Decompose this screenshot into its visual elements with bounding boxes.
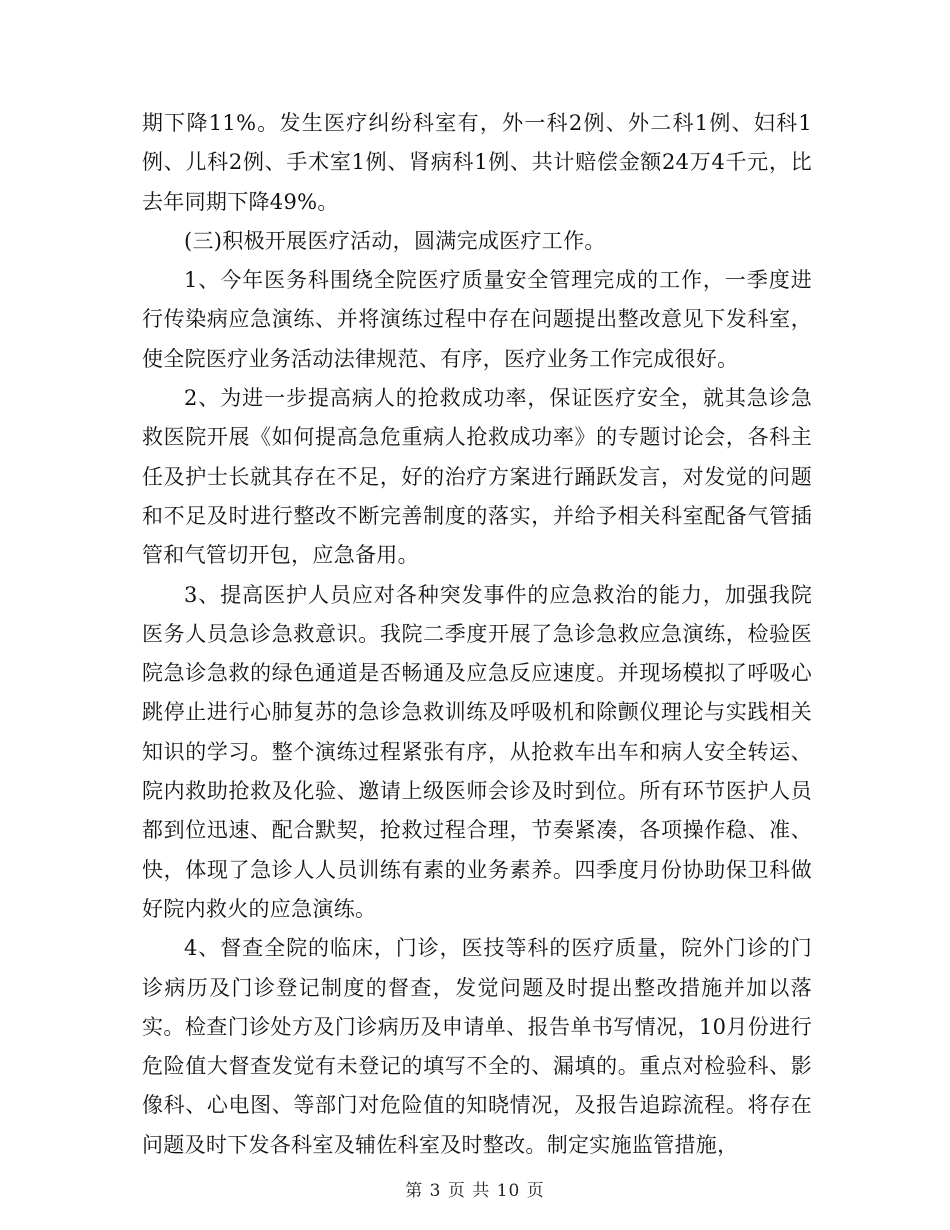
paragraph-item-4: 4、督查全院的临床，门诊，医技等科的医疗质量，院外门诊的门诊病历及门诊登记制度的督查，发觉问题及时提出整改措施并加以落实。检查门诊处方及门诊病历及申请单、报告单书写情况，10月份进行危险值大督查发觉有未登记的填写不全的、漏填的。重点对检验科、影像科、心电图、等部门对危险值的知晓情况，及报告追踪流程。将存在问题及时下发各科室及辅佐科室及时整改。制定实施监管措施， [142, 936, 812, 1157]
document-body [142, 104, 812, 1165]
paragraph-continuation: 期下降11%。发生医疗纠纷科室有，外一科2例、外二科1例、妇科1例、儿科2例、手术室1例、肾病科1例、共计赔偿金额24万4千元，比去年同期下降49%。 [142, 111, 812, 214]
section-heading: (三)积极开展医疗活动，圆满完成医疗工作。 [184, 228, 606, 253]
page-number-footer: 第 3 页 共 10 页 [405, 1181, 545, 1201]
paragraph-item-3: 3、提高医护人员应对各种突发事件的应急救治的能力，加强我院医务人员急诊急救意识。我院二季度开展了急诊急救应急演练，检验医院急诊急救的绿色通道是否畅通及应急反应速度。并现场模拟了呼吸心跳停止进行心肺复苏的急诊急救训练及呼吸机和除颤仪理论与实践相关知识的学习。整个演练过程紧张有序，从抢救车出车和病人安全转运、院内救助抢救及化验、邀请上级医师会诊及时到位。所有环节医护人员都到位迅速、配合默契，抢救过程合理，节奏紧凑，各项操作稳、准、快，体现了急诊人人员训练有素的业务素养。四季度月份协助保卫科做好院内救火的应急演练。 [142, 582, 812, 921]
paragraph-item-1: 1、今年医务科围绕全院医疗质量安全管理完成的工作，一季度进行传染病应急演练、并将演练过程中存在问题提出整改意见下发科室，使全院医疗业务活动法律规范、有序，医疗业务工作完成很好。 [142, 268, 812, 371]
paragraph-item-2: 2、为进一步提高病人的抢救成功率，保证医疗安全，就其急诊急救医院开展《如何提高急危重病人抢救成功率》的专题讨论会，各科主任及护士长就其存在不足，好的治疗方案进行踊跃发言，对发觉的问题和不足及时进行整改不断完善制度的落实，并给予相关科室配备气管插管和气管切开包，应急备用。 [142, 386, 812, 568]
